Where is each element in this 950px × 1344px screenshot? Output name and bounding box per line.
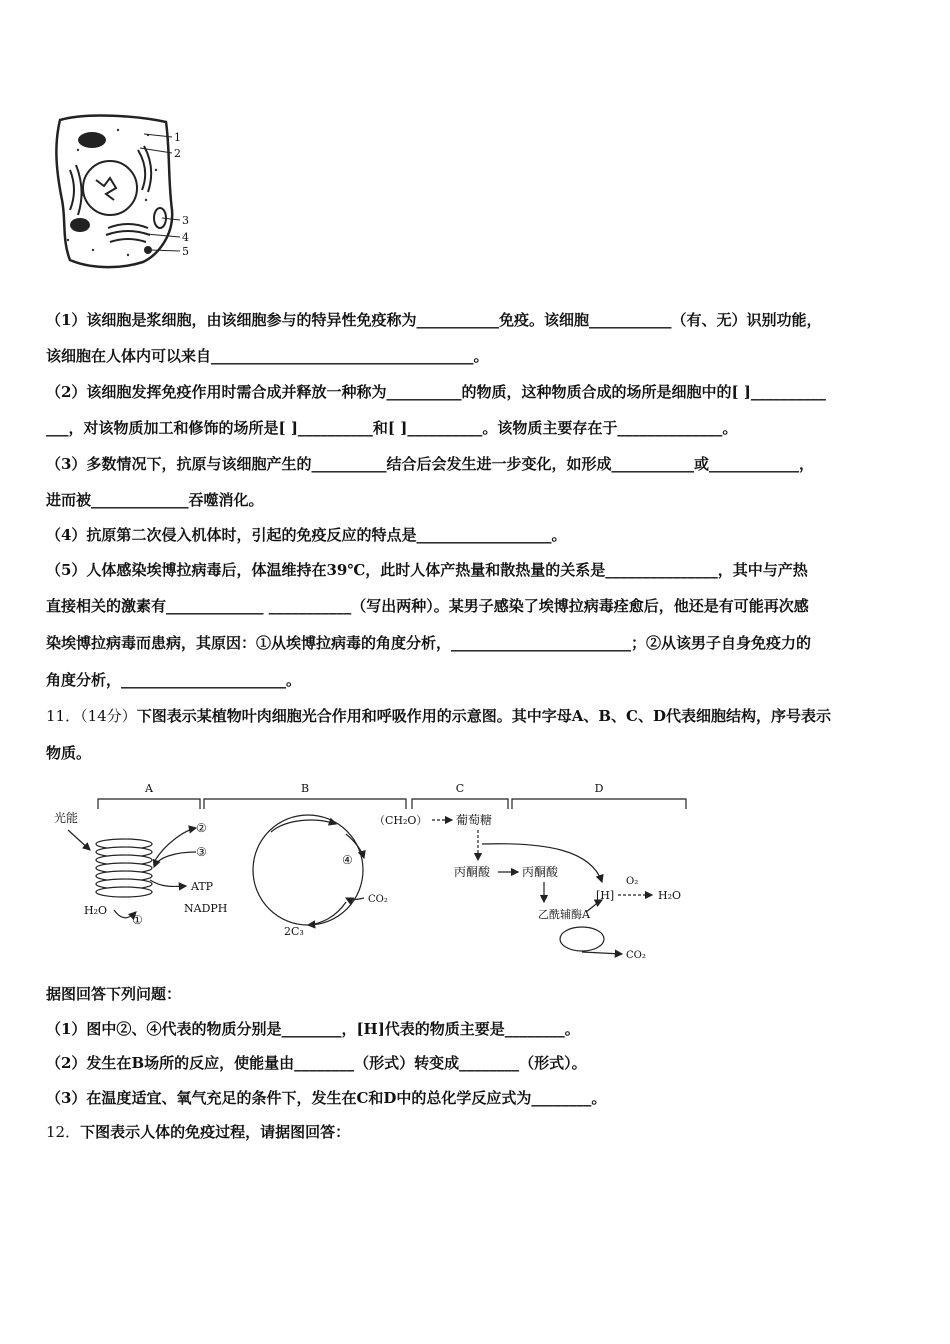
light-arrow bbox=[68, 830, 90, 850]
plasma-cell-figure bbox=[48, 110, 198, 275]
arrow-to-atp bbox=[150, 880, 186, 886]
water-label: H₂O bbox=[84, 904, 108, 917]
o2-label: O₂ bbox=[626, 876, 639, 887]
arrow-to-2 bbox=[154, 828, 196, 862]
co2-out-label: CO₂ bbox=[626, 950, 646, 961]
thylakoid-stack bbox=[96, 839, 152, 897]
q10-part5-line4: 角度分析，______________________。 bbox=[46, 671, 302, 689]
circle-2-label: ② bbox=[196, 821, 207, 835]
calvin-cycle bbox=[253, 815, 363, 925]
q11-prompt: 据图回答下列问题： bbox=[46, 985, 182, 1003]
q10-part1-line1: （1）该细胞是浆细胞，由该细胞参与的特异性免疫称为___________免疫。该细胞___________（有、无）识别功能， bbox=[46, 311, 822, 329]
glucose-label: 葡萄糖 bbox=[456, 813, 493, 827]
water-out-label: H₂O bbox=[658, 889, 682, 902]
two-c3-label: 2C₃ bbox=[284, 925, 304, 938]
label-C: C bbox=[455, 782, 465, 795]
q11-stem-text: 下图表示某植物叶肉细胞光合作用和呼吸作用的示意图。其中字母A、B、C、D代表细胞结构，序号表示 bbox=[136, 707, 831, 725]
q10-part5-line2: 直接相关的激素有_____________ ___________（写出两种）。某男子感染了埃博拉病毒痊愈后，他还是有可能再次感 bbox=[46, 597, 809, 615]
label-D: D bbox=[594, 782, 604, 795]
krebs-cycle bbox=[560, 927, 604, 951]
q10-part3-line2: 进而被_____________吞噬消化。 bbox=[46, 491, 264, 509]
co2-in-label: CO₂ bbox=[368, 894, 388, 905]
q11-number: 11．（14分） bbox=[46, 707, 137, 725]
label-1: 1 bbox=[174, 131, 181, 144]
q10-part3-line1: （3）多数情况下，抗原与该细胞产生的__________结合后会发生进一步变化，如形成___________或____________， bbox=[46, 455, 814, 473]
q11-stem-line1 bbox=[46, 706, 908, 726]
structure-brackets bbox=[98, 799, 686, 809]
nadph-label: NADPH bbox=[184, 902, 228, 915]
q12-number: 12． bbox=[46, 1123, 81, 1141]
q10-part1-line2: 该细胞在人体内可以来自___________________________________。 bbox=[46, 347, 489, 365]
h-label: [H] bbox=[596, 889, 615, 902]
pyruvate-c-label: 丙酮酸 bbox=[454, 865, 491, 879]
light-energy-label: 光能 bbox=[54, 811, 79, 825]
q11-sub1: （1）图中②、④代表的物质分别是________，[H]代表的物质主要是________。 bbox=[46, 1020, 580, 1038]
circle-4-label: ④ bbox=[342, 853, 353, 867]
label-B: B bbox=[300, 782, 310, 795]
photosynthesis-respiration-diagram bbox=[46, 772, 696, 967]
label-4: 4 bbox=[182, 231, 189, 244]
label-2: 2 bbox=[174, 147, 181, 160]
label-3: 3 bbox=[182, 214, 189, 227]
q12-stem bbox=[46, 1122, 908, 1142]
mitochondrion-top bbox=[78, 132, 106, 148]
acetyl-coa-label: 乙酰辅酶A bbox=[538, 908, 590, 921]
nucleus bbox=[83, 161, 137, 215]
mitochondrion-left bbox=[70, 218, 90, 232]
q11-sub3: （3）在温度适宜、氧气充足的条件下，发生在C和D中的总化学反应式为________。 bbox=[46, 1089, 607, 1107]
pyruvate-d-label: 丙酮酸 bbox=[522, 865, 559, 879]
q12-stem-text: 下图表示人体的免疫过程，请据图回答： bbox=[80, 1123, 351, 1141]
q10-part2-line1: （2）该细胞发挥免疫作用时需合成并释放一种称为__________的物质，这种物质合成的场所是细胞中的[ ]__________ bbox=[46, 383, 826, 401]
atp-label: ATP bbox=[191, 880, 214, 893]
q10-part4: （4）抗原第二次侵入机体时，引起的免疫反应的特点是__________________。 bbox=[46, 526, 567, 544]
q10-part2-line2: ___，对该物质加工和修饰的场所是[ ]__________和[ ]__________。该物质主要存在于______________。 bbox=[46, 419, 738, 437]
circle-1-label: ① bbox=[132, 913, 143, 927]
q11-stem-line2: 物质。 bbox=[46, 744, 92, 762]
q11-sub2: （2）发生在B场所的反应，使能量由________（形式）转变成________（形式）。 bbox=[46, 1054, 587, 1072]
arrow-acetyl-to-h bbox=[586, 900, 602, 912]
label-A: A bbox=[145, 782, 153, 795]
arrow-krebs-co2 bbox=[582, 952, 622, 954]
q10-part5-line1: （5）人体感染埃博拉病毒后，体温维持在39℃，此时人体产热量和散热量的关系是_______________，其中与产热 bbox=[46, 561, 808, 579]
ch2o-label: （CH₂O） bbox=[374, 814, 428, 827]
arrow-from-3 bbox=[154, 852, 196, 867]
circle-3-label: ③ bbox=[196, 845, 207, 859]
label-5: 5 bbox=[182, 245, 189, 258]
q10-part5-line3: 染埃博拉病毒而患病，其原因：①从埃博拉病毒的角度分析，________________________；②从该男子自身免疫力的 bbox=[46, 634, 812, 652]
